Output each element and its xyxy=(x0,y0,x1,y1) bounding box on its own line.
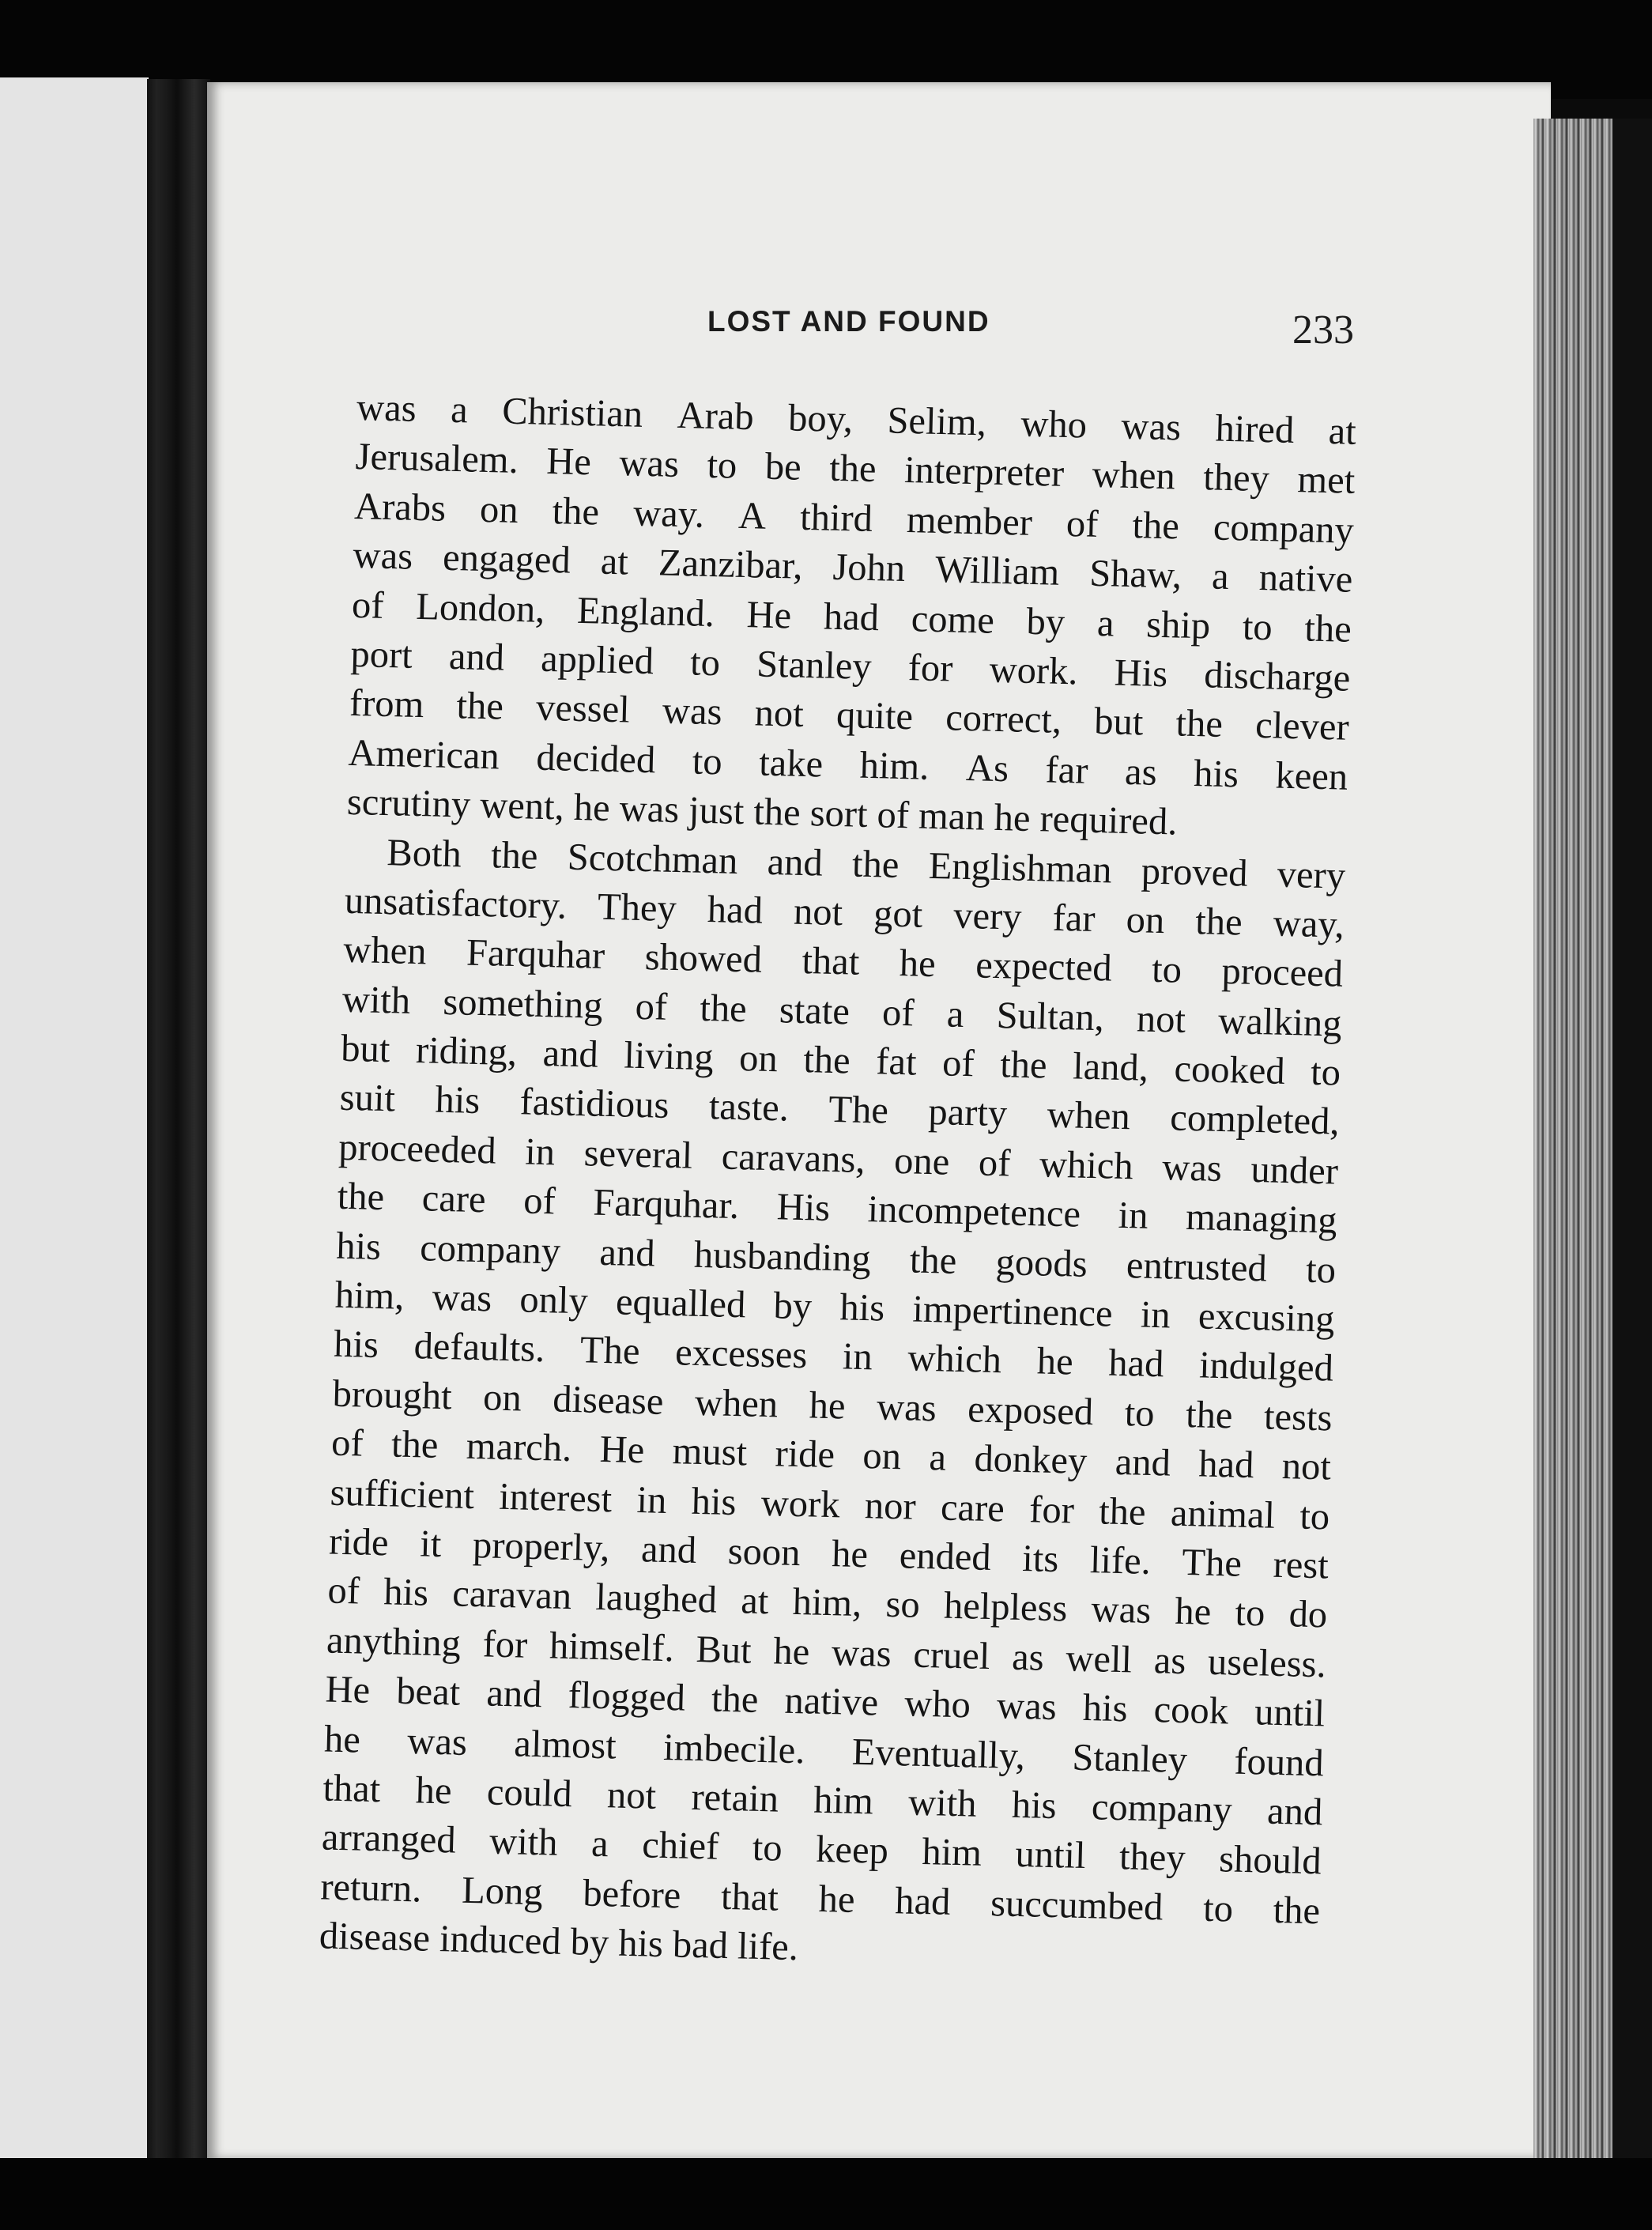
text-line: proceeded in several caravans, one of which was under xyxy=(338,1126,1339,1193)
text-line: of London, England. He had come by a ship to the xyxy=(351,583,1352,651)
text-line: arranged with a chief to keep him until they should xyxy=(321,1816,1322,1883)
text-line: with something of the state of a Sultan, not walking xyxy=(341,978,1343,1045)
text-line: anything for himself. But he was cruel as well as useless. xyxy=(326,1619,1327,1686)
text-line: his defaults. The excesses in which he had indulged xyxy=(333,1323,1334,1390)
text-line: scrutiny went, he was just the sort of man he required. xyxy=(346,780,1178,843)
text-line: port and applied to Stanley for work. His discharge xyxy=(349,632,1351,700)
text-line: he was almost imbecile. Eventually, Stanley found xyxy=(323,1718,1325,1784)
text-line: was engaged at Zanzibar, John William Shaw, a native xyxy=(353,534,1353,602)
text-line: his company and husbanding the goods entrusted to xyxy=(335,1224,1337,1292)
text-line: Arabs on the way. A third member of the company xyxy=(353,485,1355,552)
text-line: that he could not retain him with his company and xyxy=(322,1767,1323,1834)
text-line: unsatisfactory. They had not got very far on the way, xyxy=(344,879,1345,946)
text-line: return. Long before that he had succumbed to the xyxy=(319,1866,1321,1933)
text-line: ride it properly, and soon he ended its life. The rest xyxy=(328,1520,1330,1587)
book-gutter xyxy=(147,79,210,2166)
body-text xyxy=(319,383,1356,1986)
text-line: He beat and flogged the native who was his cook until xyxy=(324,1668,1326,1735)
scan-background-bottom xyxy=(0,2158,1652,2230)
text-line: of his caravan laughed at him, so helpless was he to do xyxy=(327,1569,1328,1636)
text-line: Jerusalem. He was to be the interpreter when they met xyxy=(355,436,1356,503)
text-line: suit his fastidious taste. The party when completed, xyxy=(339,1077,1341,1144)
text-line: was a Christian Arab boy, Selim, who was hired at xyxy=(356,386,1357,453)
text-line: the care of Farquhar. His incompetence in managing xyxy=(337,1175,1338,1242)
running-head: LOST AND FOUND xyxy=(707,305,990,338)
text-line: when Farquhar showed that he expected to proceed xyxy=(342,929,1344,995)
text-line: from the vessel was not quite correct, but the clever xyxy=(349,682,1350,749)
page-stack-shadow xyxy=(1612,119,1652,2174)
text-line: disease induced by his bad life. xyxy=(319,1915,799,1969)
text-line: him, was only equalled by his impertinence in excusing xyxy=(334,1273,1336,1341)
text-line: American decided to take him. As far as his keen xyxy=(347,731,1348,798)
facing-page-edge xyxy=(0,77,149,2164)
text-line: Both the Scotchman and the Englishman proved very xyxy=(386,831,1346,897)
text-line: of the march. He must ride on a donkey and had not xyxy=(330,1421,1332,1489)
text-line: but riding, and living on the fat of the land, cooked to xyxy=(340,1027,1341,1094)
page-number: 233 xyxy=(1292,308,1354,353)
text-line: brought on disease when he was exposed to the tests xyxy=(332,1372,1333,1440)
text-line: sufficient interest in his work nor care for the animal to xyxy=(330,1471,1330,1538)
